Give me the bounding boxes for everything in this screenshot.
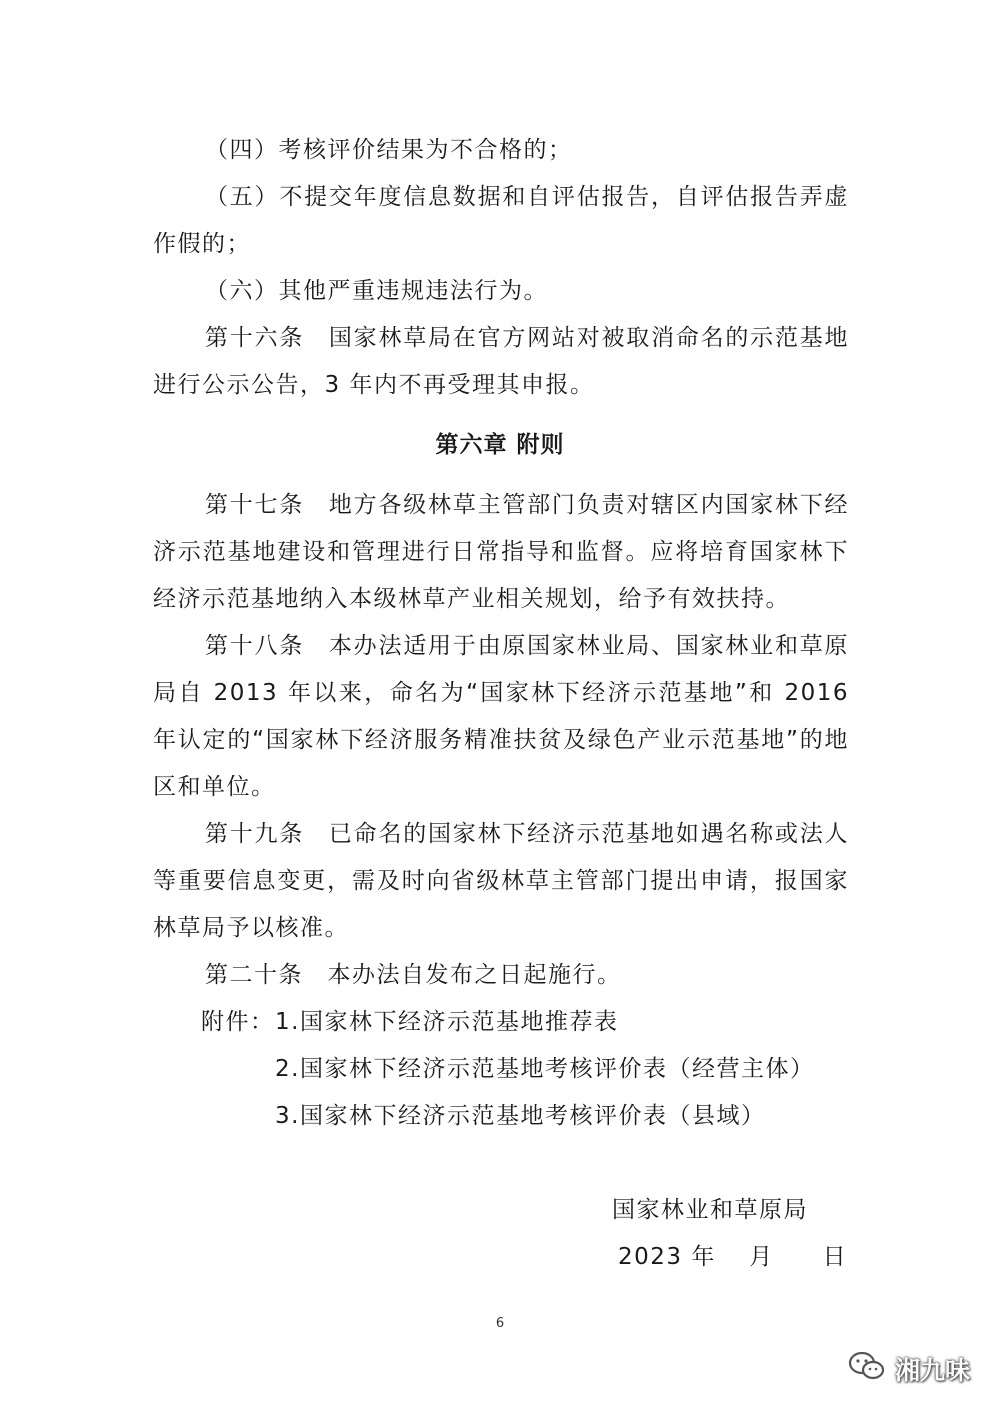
attachments-label: 附件： (201, 1009, 275, 1035)
article-17: 第十七条 地方各级林草主管部门负责对辖区内国家林下经济示范基地建设和管理进行日常指导和监督。应将培育国家林下经济示范基地纳入本级林草产业相关规划，给予有效扶持。 (153, 492, 849, 612)
page-number: 6 (495, 1316, 505, 1331)
article-18: 第十八条 本办法适用于由原国家林业局、国家林业和草原局自 2013 年以来，命名为“国家林下经济示范基地”和 2016 年认定的“国家林下经济服务精准扶贫及绿色产业示范基地”的地区和单位。 (153, 633, 858, 800)
signature-organization: 国家林业和草原局 (612, 1197, 808, 1223)
paragraph-item-4: （四）考核评价结果为不合格的； (205, 137, 573, 163)
watermark (847, 1350, 970, 1388)
watermark-text: 湘九味 (894, 1356, 970, 1385)
article-20: 第二十条 本办法自发布之日起施行。 (205, 962, 622, 988)
chapter-title: 第六章 附则 (435, 432, 565, 458)
article-16: 第十六条 国家林草局在官方网站对被取消命名的示范基地进行公示公告，3 年内不再受理其申报。 (153, 325, 849, 398)
signature-date: 2023 年 月 日 (618, 1244, 848, 1270)
paragraph-item-5: （五）不提交年度信息数据和自评估报告，自评估报告弄虚作假的； (153, 184, 849, 257)
attachment-item-1: 1.国家林下经济示范基地推荐表 (275, 1009, 619, 1035)
paragraph-item-6: （六）其他严重违规违法行为。 (205, 278, 548, 304)
article-19: 第十九条 已命名的国家林下经济示范基地如遇名称或法人等重要信息变更，需及时向省级林草主管部门提出申请，报国家林草局予以核准。 (153, 821, 849, 941)
attachment-item-3: 3.国家林下经济示范基地考核评价表（县域） (275, 1103, 766, 1129)
wechat-icon (847, 1350, 887, 1388)
attachment-item-2: 2.国家林下经济示范基地考核评价表（经营主体） (275, 1056, 815, 1082)
